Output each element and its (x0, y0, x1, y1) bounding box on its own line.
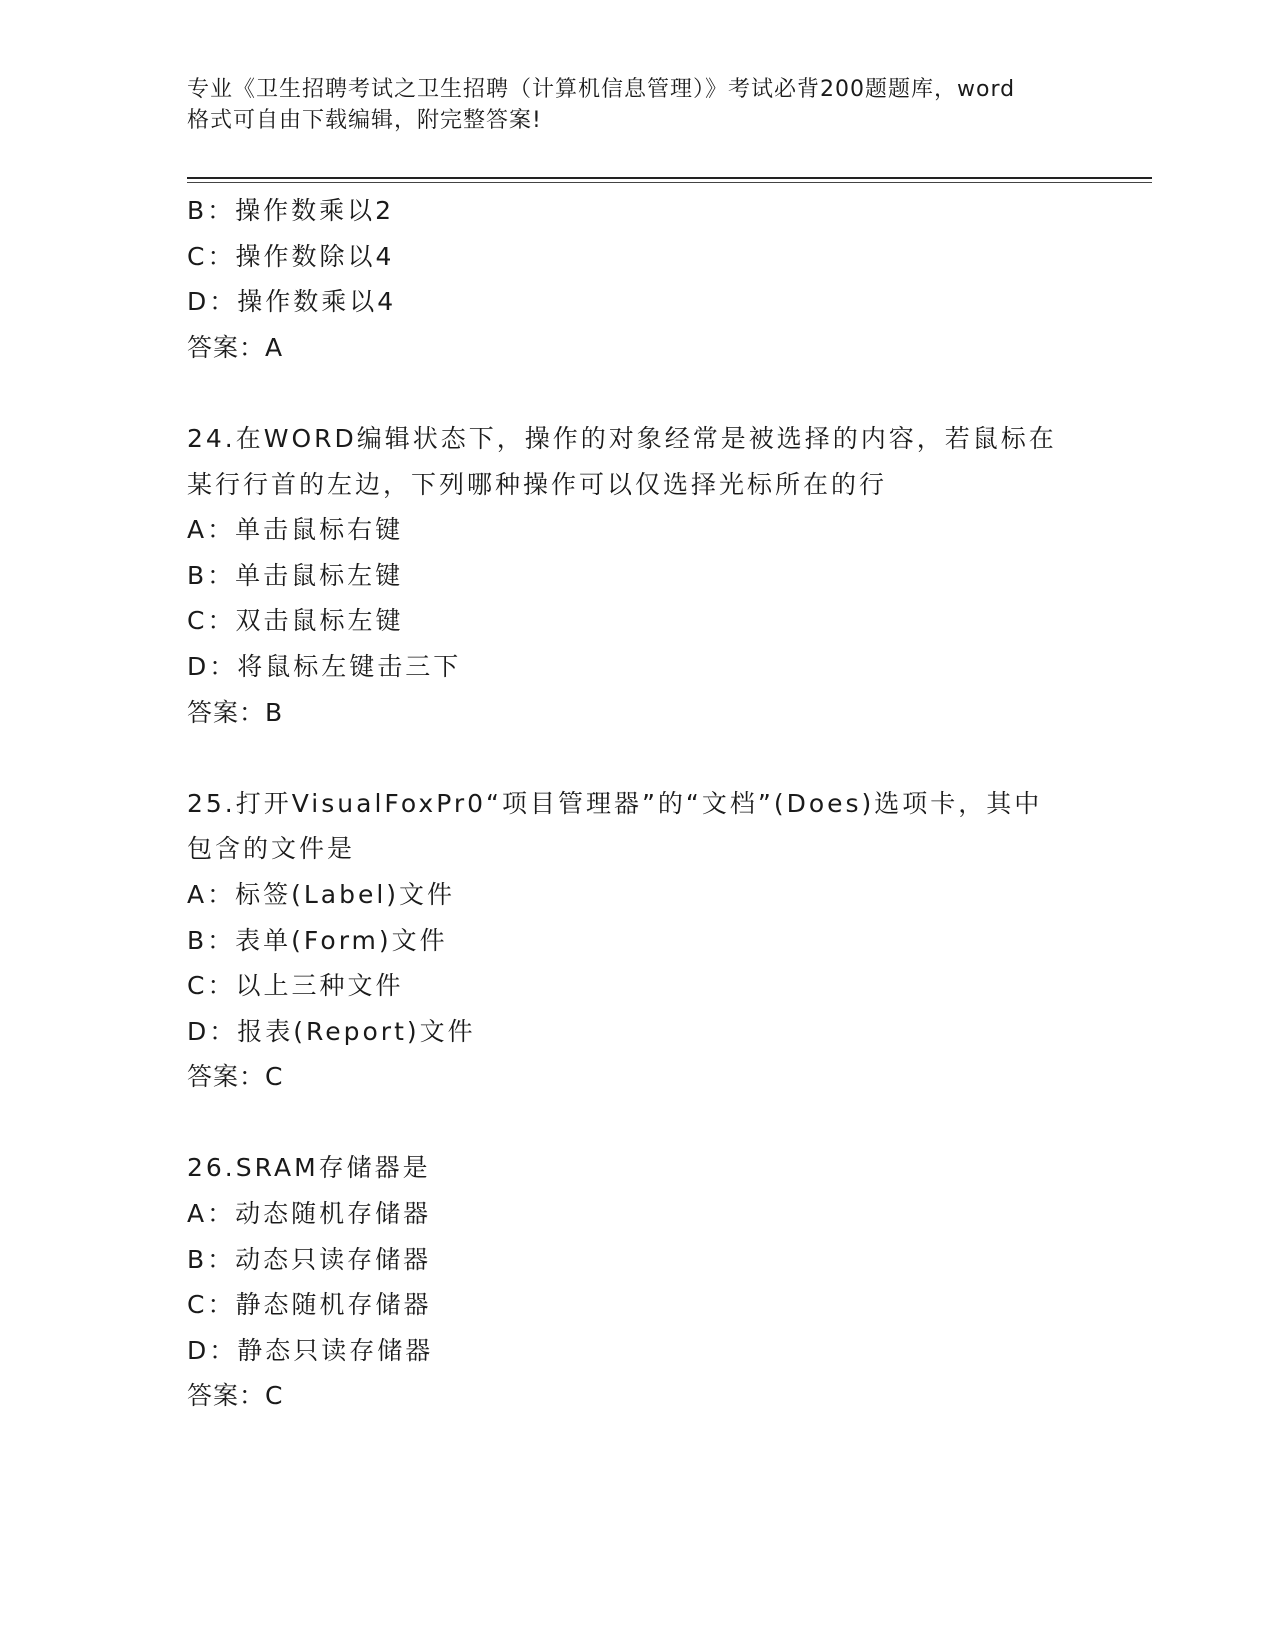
header-line-2: 格式可自由下载编辑，附完整答案! (187, 108, 542, 133)
option-c: C：静态随机存储器 (187, 1290, 432, 1320)
question-stem: 某行行首的左边，下列哪种操作可以仅选择光标所在的行 (187, 469, 888, 499)
answer-line: 答案：C (187, 1381, 284, 1411)
spacer (187, 1100, 1107, 1146)
option-d: D：报表(Report)文件 (187, 1016, 476, 1046)
option-c: C：以上三种文件 (187, 971, 404, 1001)
question-stem: 26.SRAM存储器是 (187, 1153, 431, 1183)
option-d: D：静态只读存储器 (187, 1335, 434, 1365)
answer-line: 答案：B (187, 697, 284, 727)
option-a: A：单击鼠标右键 (187, 515, 404, 545)
option-b: B：动态只读存储器 (187, 1244, 432, 1274)
question-stem: 包含的文件是 (187, 834, 356, 864)
option-b: B：单击鼠标左键 (187, 560, 404, 590)
question-26 (187, 1145, 1107, 1419)
spacer (187, 735, 1107, 781)
option-d: D：将鼠标左键击三下 (187, 651, 462, 681)
header-line-1: 专业《卫生招聘考试之卫生招聘（计算机信息管理）》考试必背200题题库，word (187, 77, 1016, 102)
question-stem: 25.打开VisualFoxPr0“项目管理器”的“文档”(Does)选项卡，其中 (187, 788, 1043, 818)
option-a: A：动态随机存储器 (187, 1199, 432, 1229)
document-header (187, 74, 1087, 136)
header-divider-thick (187, 177, 1152, 179)
option-a: A：标签(Label)文件 (187, 879, 456, 909)
spacer (187, 370, 1107, 416)
question-stem: 24.在WORD编辑状态下，操作的对象经常是被选择的内容，若鼠标在 (187, 423, 1057, 453)
question-24 (187, 416, 1107, 735)
question-list (187, 188, 1107, 1419)
answer-line: 答案：A (187, 332, 284, 362)
option-d: D：操作数乘以4 (187, 287, 397, 317)
option-b: B：表单(Form)文件 (187, 925, 448, 955)
option-c: C：操作数除以4 (187, 241, 395, 271)
question-25 (187, 781, 1107, 1100)
question-23-continued (187, 188, 1107, 370)
option-b: B：操作数乘以2 (187, 196, 395, 225)
option-c: C：双击鼠标左键 (187, 606, 404, 636)
header-divider-thin (187, 182, 1152, 183)
answer-line: 答案：C (187, 1062, 284, 1092)
